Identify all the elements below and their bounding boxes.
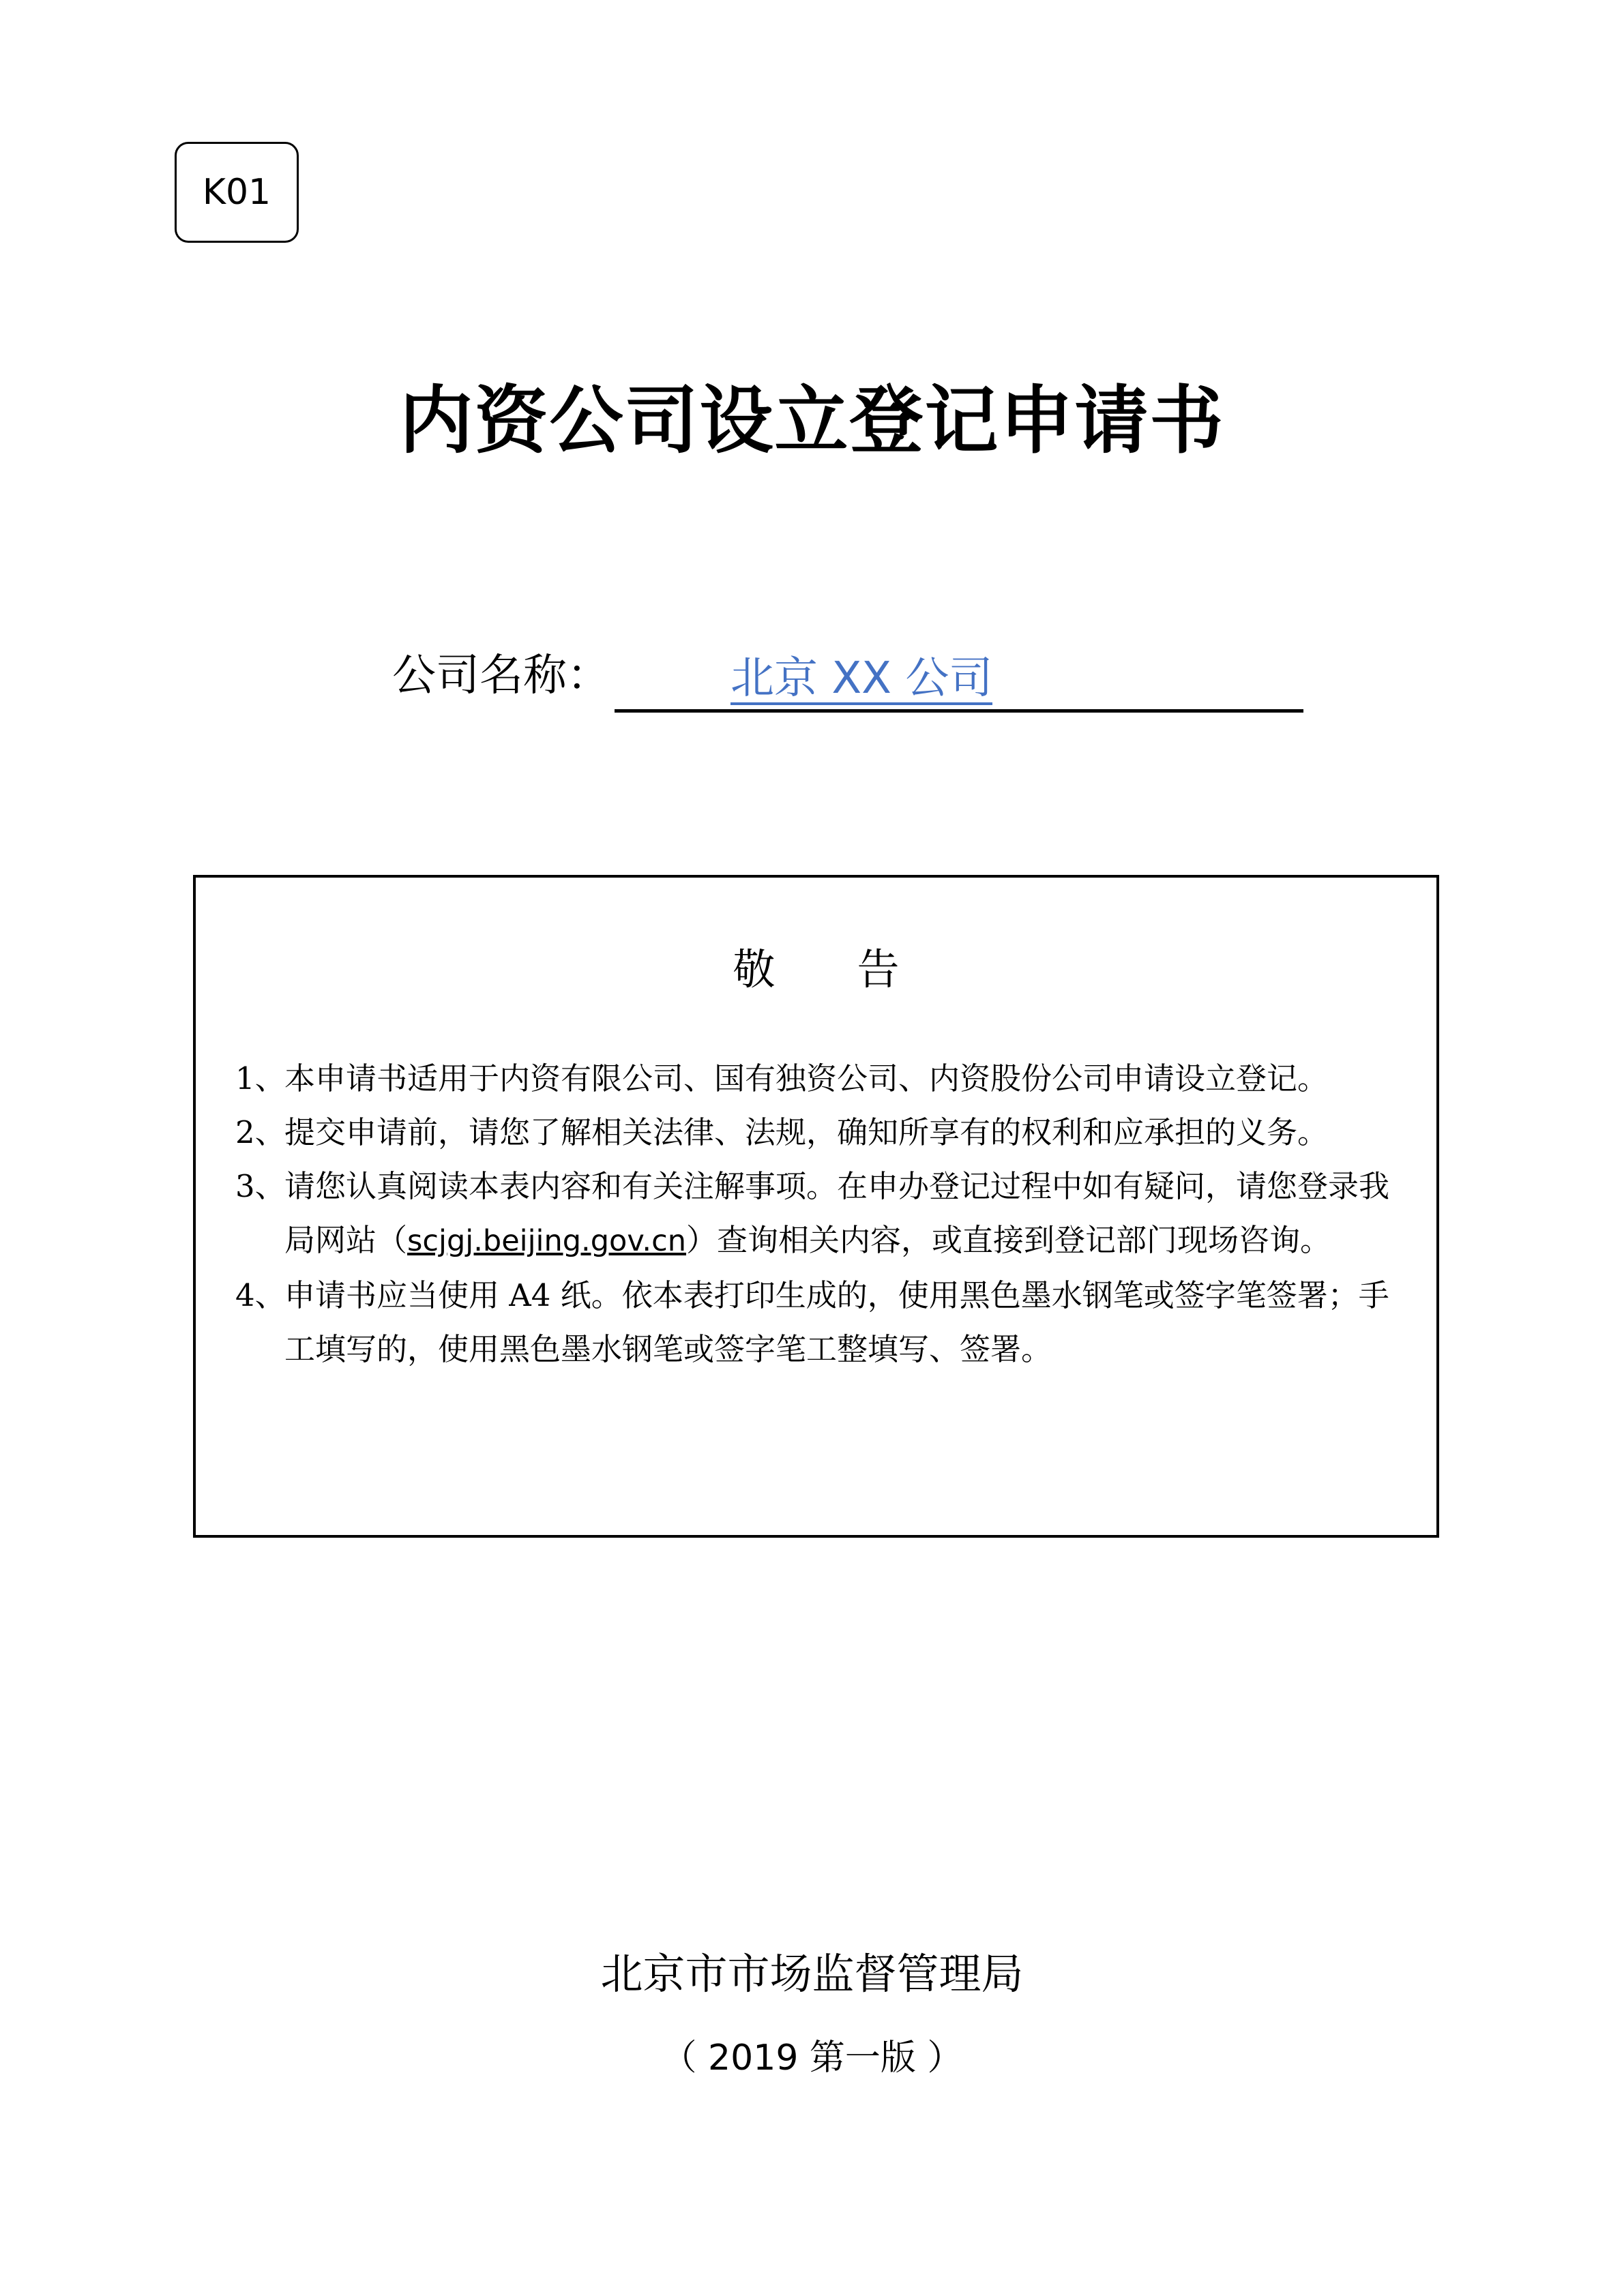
- notice-item-text: 提交申请前，请您了解相关法律、法规，确知所享有的权利和应承担的义务。: [284, 1114, 1329, 1150]
- notice-item-text: 申请书应当使用 A4 纸。依本表打印生成的，使用黑色墨水钢笔或签字笔签署；手工填写的，使用黑色墨水钢笔或签字笔工整填写、签署。: [284, 1277, 1389, 1367]
- notice-item-text: 本申请书适用于内资有限公司、国有独资公司、内资股份公司申请设立登记。: [284, 1060, 1329, 1097]
- issuing-authority: 北京市市场监督管理局: [600, 1949, 1024, 1999]
- edition-label: （ 2019 第一版 ）: [661, 2038, 963, 2078]
- notice-item-number: 1、: [235, 1060, 286, 1097]
- company-name-label: 公司名称：: [392, 651, 610, 701]
- notice-item-text-before: 请您认真阅读本表内容和有关注解事项。在申办登记过程中如有疑问，请您登录我局网站（: [284, 1168, 1390, 1258]
- website-link[interactable]: scjgj.beijing.gov.cn: [407, 1224, 686, 1258]
- notice-item-text: [284, 1159, 1408, 1268]
- company-name-value: 北京 XX 公司: [730, 655, 992, 705]
- form-code-text: K01: [202, 172, 271, 213]
- company-name-field[interactable]: [615, 652, 1303, 713]
- notice-box: [193, 875, 1439, 1538]
- notice-item-2: [235, 1105, 1408, 1159]
- notice-list: [235, 1052, 1408, 1376]
- notice-item-number: 4、: [235, 1277, 286, 1313]
- notice-item-text-after: ）查询相关内容，或直接到登记部门现场咨询。: [686, 1222, 1331, 1258]
- notice-item-3: [235, 1159, 1408, 1268]
- document-title: 内资公司设立登记申请书: [399, 378, 1225, 464]
- notice-item-number: 3、: [235, 1168, 286, 1204]
- notice-title: 敬告: [733, 944, 981, 994]
- notice-item-1: [235, 1052, 1408, 1105]
- notice-item-number: 2、: [235, 1114, 286, 1150]
- form-code-badge: [175, 142, 299, 243]
- notice-item-4: [235, 1268, 1408, 1376]
- company-name-row: [392, 644, 1303, 713]
